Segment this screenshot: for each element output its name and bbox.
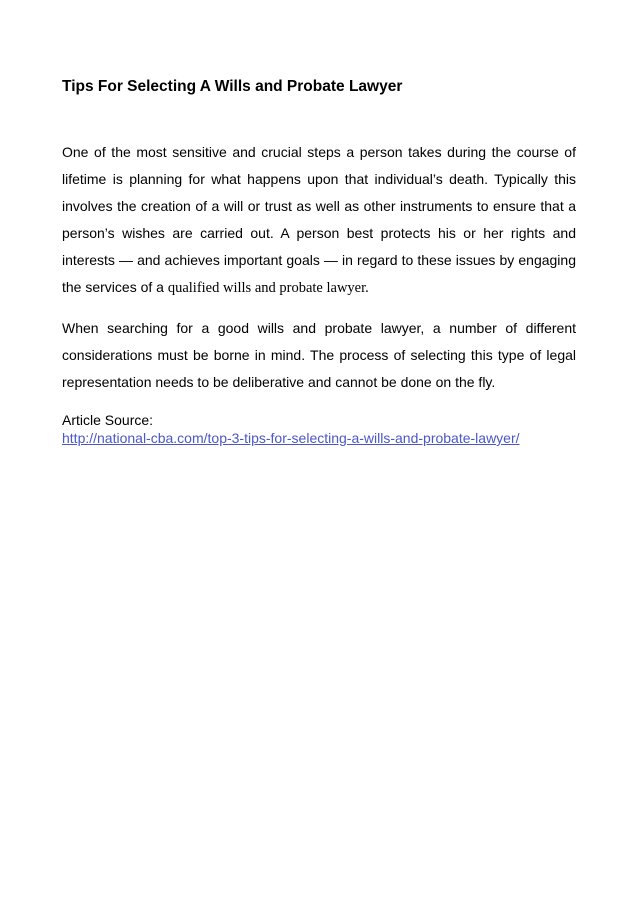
paragraph-intro-text: One of the most sensitive and crucial steps a person takes during the course of lifetime is planning for what happens upon that individual’s death. Typically this involves the creation of a will or trust as well as other instruments to ensure that a person’s wishes are carried out. A person best protects his or her rights and interests — and achieves important goals — in regard to these issues by engaging the services of a <box>62 144 576 295</box>
document-title: Tips For Selecting A Wills and Probate Lawyer <box>62 78 403 95</box>
article-source <box>62 411 576 447</box>
article-source-label: Article Source: <box>62 412 154 428</box>
paragraph-intro <box>62 139 576 302</box>
document-body <box>62 74 576 447</box>
paragraph-considerations: When searching for a good wills and probate lawyer, a number of different considerations must be borne in mind. The process of selecting this type of legal representation needs to be deliberative and cannot be done on the fly. <box>62 320 576 390</box>
article-source-link[interactable]: http://national-cba.com/top-3-tips-for-selecting-a-wills-and-probate-lawyer/ <box>62 430 520 446</box>
paragraph-intro-serif-run: qualified wills and probate lawyer. <box>167 280 369 296</box>
